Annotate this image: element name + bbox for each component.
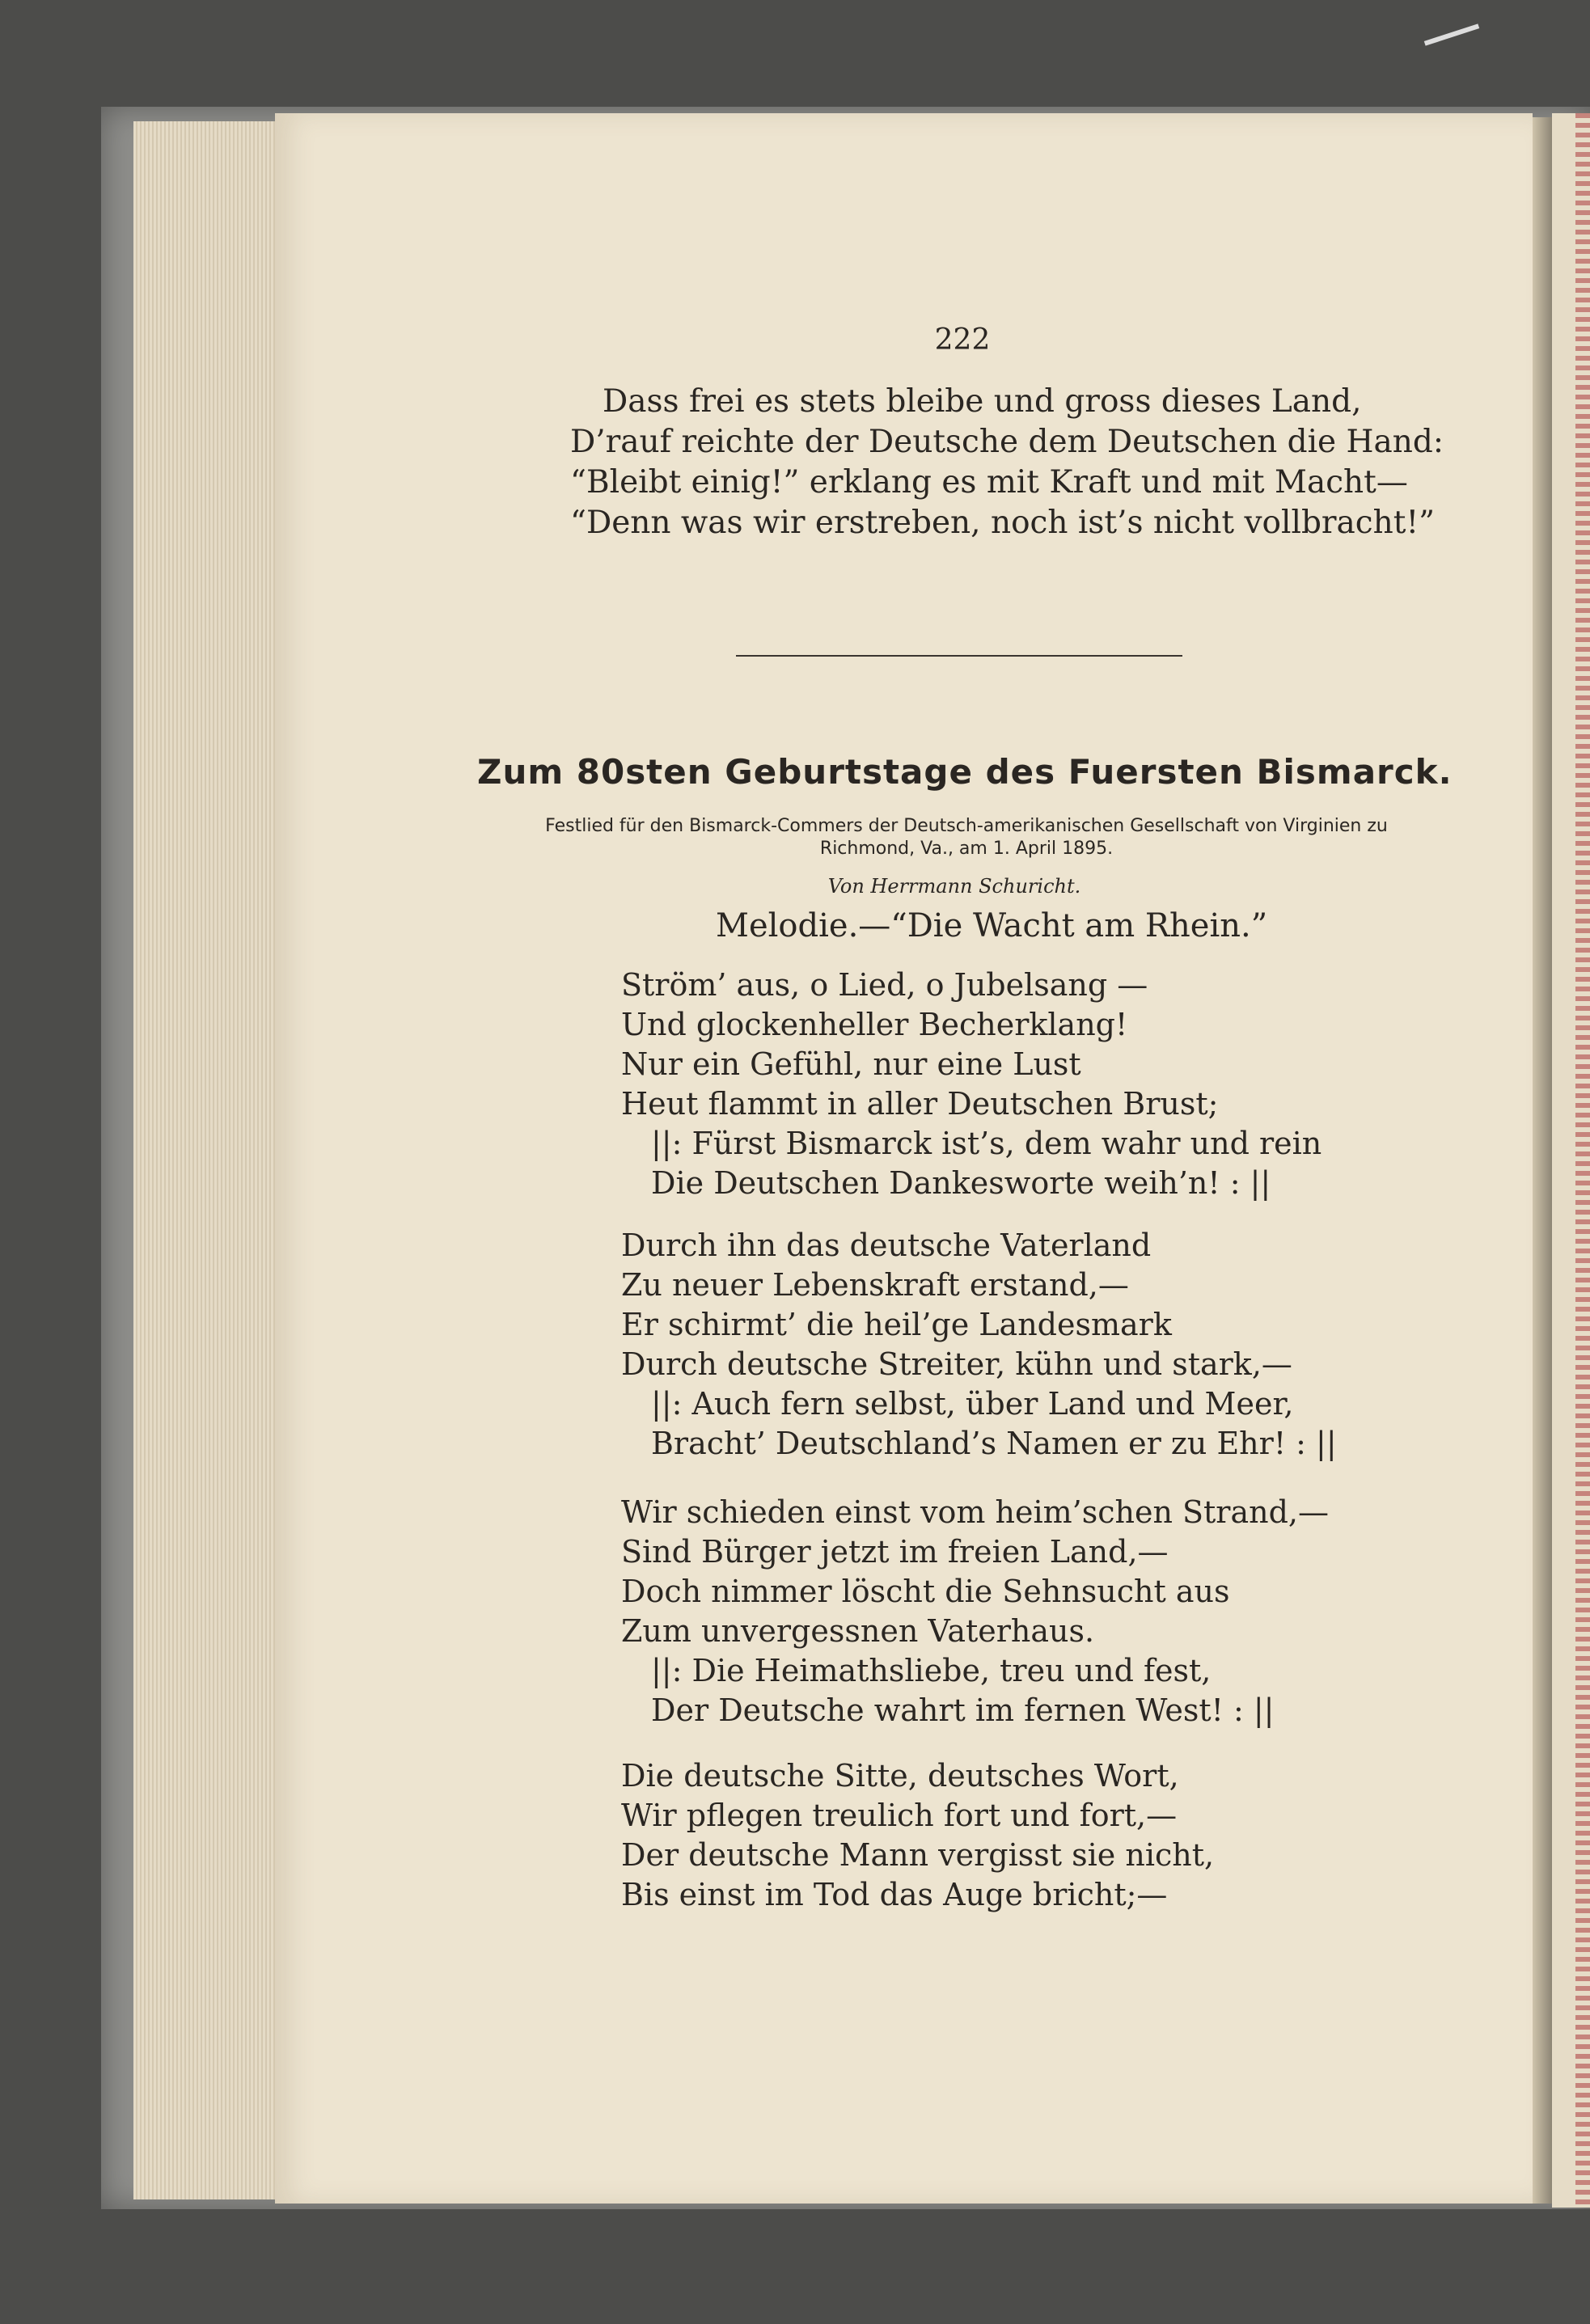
- stanza-line: Er schirmt’ die heil’ge Landesmark: [621, 1307, 1172, 1342]
- stanza-line: Doch nimmer löscht die Sehnsucht aus: [621, 1574, 1230, 1609]
- page-edges: [133, 121, 288, 2199]
- stanza-line: Durch deutsche Streiter, kühn und stark,—: [621, 1346, 1292, 1382]
- poem-subtitle: Festlied für den Bismarck-Commers der Deutsch-amerikanischen Gesellschaft von Virginien zu Richmond, Va., am 1. April 1895.: [545, 816, 1388, 859]
- stanza-refrain-line: ||: Fürst Bismarck ist’s, dem wahr und rein: [651, 1126, 1322, 1161]
- page-number: 222: [934, 323, 991, 357]
- stanza-refrain-line: Die Deutschen Dankesworte weih’n! : ||: [651, 1165, 1271, 1201]
- opening-verse-line: “Bleibt einig!” erklang es mit Kraft und mit Macht—: [570, 464, 1408, 501]
- stanza-line: Ström’ aus, o Lied, o Jubelsang —: [621, 967, 1148, 1003]
- poem-author: Von Herrmann Schuricht.: [827, 875, 1081, 898]
- stanza-refrain-line: Bracht’ Deutschland’s Namen er zu Ehr! : ||: [651, 1426, 1337, 1461]
- stanza-line: Durch ihn das deutsche Vaterland: [621, 1227, 1152, 1263]
- stanza-2: [621, 1226, 1337, 1464]
- poem-melody: Melodie.—“Die Wacht am Rhein.”: [716, 907, 1268, 944]
- stanza-line: Heut flammt in aller Deutschen Brust;: [621, 1086, 1219, 1122]
- stanza-line: Bis einst im Tod das Auge bricht;—: [621, 1877, 1168, 1912]
- section-divider: [736, 655, 1182, 657]
- stanza-line: Der deutsche Mann vergisst sie nicht,: [621, 1837, 1215, 1873]
- stanza-3: [621, 1493, 1329, 1730]
- spine-gutter: [1533, 117, 1552, 2204]
- stanza-refrain-line: ||: Die Heimathsliebe, treu und fest,: [651, 1653, 1212, 1688]
- stanza-line: Die deutsche Sitte, deutsches Wort,: [621, 1758, 1179, 1794]
- stanza-line: Wir pflegen treulich fort und fort,—: [621, 1798, 1178, 1833]
- corner-mark: [1424, 23, 1479, 45]
- opening-verse-line: “Denn was wir erstreben, noch ist’s nicht vollbracht!”: [570, 505, 1436, 541]
- opening-verse-line: Dass frei es stets bleibe und gross dieses Land,: [603, 383, 1362, 420]
- stanza-line: Nur ein Gefühl, nur eine Lust: [621, 1046, 1081, 1082]
- stanza-1: [621, 966, 1321, 1203]
- facing-page-edge-stripe: [1575, 113, 1590, 2208]
- stanza-4: [621, 1756, 1214, 1915]
- opening-verse-line: D’rauf reichte der Deutsche dem Deutschen die Hand:: [570, 424, 1444, 460]
- stanza-line: Zum unvergessnen Vaterhaus.: [621, 1613, 1095, 1649]
- stanza-line: Wir schieden einst vom heim’schen Strand,—: [621, 1494, 1330, 1530]
- stanza-refrain-line: Der Deutsche wahrt im fernen West! : ||: [651, 1692, 1275, 1728]
- stanza-line: Zu neuer Lebenskraft erstand,—: [621, 1267, 1129, 1303]
- stanza-line: Und glockenheller Becherklang!: [621, 1007, 1128, 1042]
- stanza-line: Sind Bürger jetzt im freien Land,—: [621, 1534, 1169, 1570]
- stanza-refrain-line: ||: Auch fern selbst, über Land und Meer,: [651, 1386, 1294, 1422]
- poem-title: Zum 80sten Geburtstage des Fuersten Bismarck.: [477, 752, 1453, 792]
